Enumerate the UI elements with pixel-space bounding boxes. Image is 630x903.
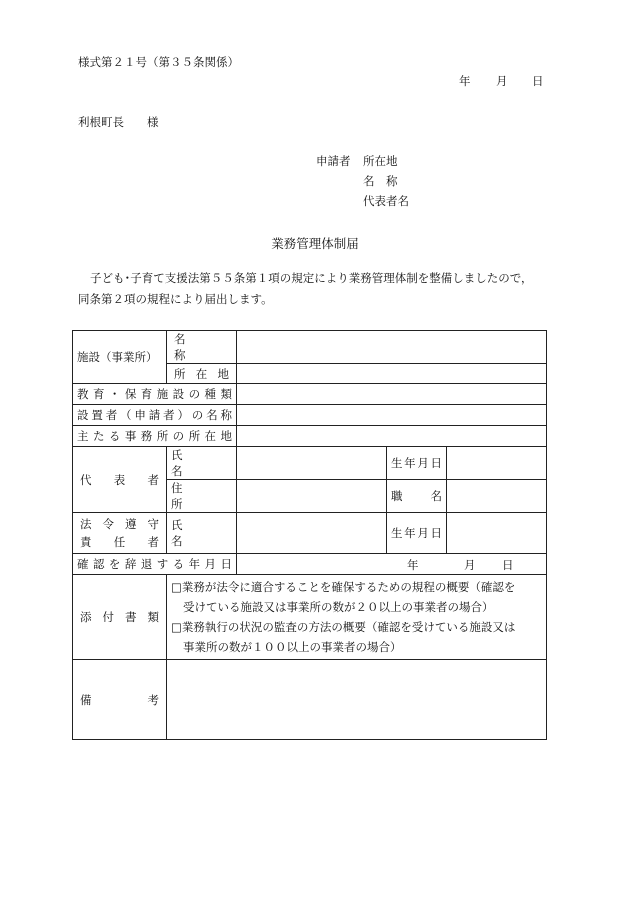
table-row	[73, 447, 547, 480]
remarks-label-cell	[73, 660, 167, 740]
attachments-list	[167, 575, 547, 660]
withdrawal-year-label: 年	[407, 558, 419, 572]
attachment-1-line1[interactable]: □業務が法令に適合することを確保するための規程の概要（確認を	[171, 580, 516, 594]
body-line-1: 子ども･子育て支援法第５５条第１項の規定により業務管理体制を整備しましたので，	[90, 271, 533, 285]
comp-name-label-cell	[167, 513, 237, 554]
facility-address-label: 所在地	[174, 366, 229, 381]
attachment-1-line2: 受けている施設又は事業所の数が２０以上の事業者の場合）	[183, 600, 494, 614]
compliance-officer-label-cell	[73, 513, 167, 554]
facility-type-label: 教育・保育施設の種類	[77, 387, 232, 401]
rep-name-label-cell	[167, 447, 237, 480]
application-form-table	[72, 330, 547, 740]
founder-name-field[interactable]	[237, 405, 547, 426]
attachments-label: 添付書類	[80, 610, 159, 624]
facility-name-label: 名 称	[174, 332, 220, 362]
facility-name-field[interactable]	[237, 331, 547, 364]
representative-label-cell	[73, 447, 167, 513]
date-year-label: 年	[459, 74, 471, 88]
representative-label: 代表者	[80, 472, 159, 487]
rep-name-field[interactable]	[237, 447, 387, 480]
rep-birthdate-label-cell	[387, 447, 447, 480]
founder-name-label-cell	[73, 405, 237, 426]
rep-position-label: 職 名	[391, 489, 442, 503]
table-row	[73, 575, 547, 660]
attachment-2-line2: 事業所の数が１００以上の事業者の場合）	[183, 640, 402, 654]
rep-address-field[interactable]	[237, 480, 387, 513]
rep-name-label: 氏 名	[171, 448, 194, 478]
comp-name-label: 氏 名	[171, 518, 194, 548]
table-row	[73, 554, 547, 575]
rep-birthdate-field[interactable]	[447, 447, 547, 480]
remarks-label: 備 考	[80, 692, 159, 707]
applicant-representative-label: 代表者名	[363, 194, 409, 208]
main-office-label: 主たる事務所の所在地	[77, 429, 232, 443]
facility-address-label-cell	[167, 364, 237, 384]
rep-address-label: 住 所	[171, 481, 194, 511]
facility-type-label-cell	[73, 384, 237, 405]
compliance-officer-label-line2: 責任者	[80, 535, 159, 549]
applicant-name-label: 名 称	[363, 174, 398, 188]
addressee: 利根町長 様	[78, 115, 159, 129]
main-office-field[interactable]	[237, 426, 547, 447]
body-line-2: 同条第２項の規程により届出します。	[78, 292, 273, 306]
withdrawal-date-field[interactable]	[237, 554, 547, 575]
facility-label-cell	[73, 331, 167, 384]
withdrawal-date-label: 確認を辞退する年月日	[77, 557, 232, 571]
comp-birthdate-field[interactable]	[447, 513, 547, 554]
date-month-label: 月	[496, 74, 508, 88]
withdrawal-day-label: 日	[502, 558, 514, 572]
rep-birthdate-label: 生年月日	[391, 456, 442, 470]
facility-address-field[interactable]	[237, 364, 547, 384]
facility-name-label-cell	[167, 331, 237, 364]
table-row	[73, 331, 547, 364]
remarks-field[interactable]	[167, 660, 547, 740]
applicant-address-label: 所在地	[363, 154, 398, 168]
facility-label: 施設（事業所）	[77, 350, 158, 364]
document-body	[78, 268, 558, 310]
form-number: 様式第２１号（第３５条関係）	[78, 55, 239, 69]
applicant-label: 申請者	[316, 154, 351, 168]
facility-type-field[interactable]	[237, 384, 547, 405]
table-row	[73, 660, 547, 740]
founder-name-label: 設置者（申請者）の名称	[77, 408, 232, 422]
rep-position-field[interactable]	[447, 480, 547, 513]
document-title: 業務管理体制届	[271, 236, 359, 251]
comp-name-field[interactable]	[237, 513, 387, 554]
compliance-officer-label-line1: 法令遵守	[80, 517, 159, 531]
rep-address-label-cell	[167, 480, 237, 513]
attachments-label-cell	[73, 575, 167, 660]
comp-birthdate-label-cell	[387, 513, 447, 554]
table-row	[73, 426, 547, 447]
rep-position-label-cell	[387, 480, 447, 513]
main-office-label-cell	[73, 426, 237, 447]
date-day-label: 日	[532, 74, 544, 88]
table-row	[73, 384, 547, 405]
table-row	[73, 513, 547, 554]
withdrawal-date-label-cell	[73, 554, 237, 575]
comp-birthdate-label: 生年月日	[391, 526, 442, 540]
attachment-2-line1[interactable]: □業務執行の状況の監査の方法の概要（確認を受けている施設又は	[171, 620, 516, 634]
withdrawal-month-label: 月	[464, 558, 476, 572]
table-row	[73, 405, 547, 426]
